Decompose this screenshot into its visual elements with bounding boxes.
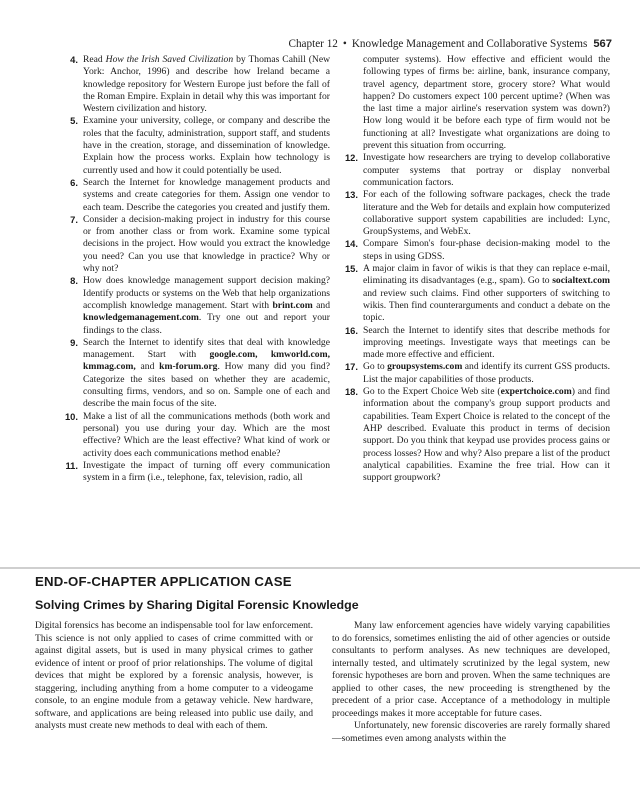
question-text [363, 152, 610, 188]
text-run: Search the Internet to identify sites that describe methods for improving meetings. Investigate ways that meetings can be made more effective and efficient. [363, 324, 610, 361]
question-number: 12. [344, 152, 358, 164]
question-number: 10. [64, 410, 78, 422]
website-reference: km-forum.org [159, 361, 218, 373]
question-text [363, 361, 610, 384]
question-item [60, 460, 330, 485]
page-number: 567 [593, 38, 612, 50]
question-number: 6. [70, 176, 78, 188]
question-item [60, 275, 330, 336]
question-text [363, 325, 610, 361]
case-paragraph: Digital forensics has become an indispensable tool for law enforcement. This science is not only applied to cases of crime committed with or against digital assets, but is used in many physical crimes to gather evidence of intent or proof of prior relationships. The volume of digital devices that might be explored by a forensic analysis, however, is staggering, including anything from a home computer to a videogame console, to an engine module from a getaway vehicle. New hardware, software, and applications are being released into public use daily, and analysts must create new methods to deal with each of them. [35, 620, 313, 731]
text-run: For each of the following software packages, check the trade literature and the Web for details and explain how computerized collaborative support system capabilities are included: Lync, GroupSystems, and WebEx. [363, 189, 610, 238]
question-item [340, 238, 610, 263]
case-heading: END-OF-CHAPTER APPLICATION CASE [35, 574, 292, 589]
section-divider [0, 567, 640, 569]
text-run: and [312, 299, 330, 311]
text-run: and [135, 361, 160, 373]
text-run: Go to the Expert Choice Web site ( [363, 386, 501, 398]
question-number: 7. [70, 213, 78, 225]
case-right-column [332, 620, 610, 745]
question-number: 13. [344, 189, 358, 201]
book-title: How the Irish Saved Civilization [105, 54, 234, 65]
question-text [83, 337, 330, 409]
case-left-column [35, 620, 313, 745]
question-text [363, 238, 610, 261]
question-number: 16. [344, 324, 358, 336]
case-body [35, 620, 610, 745]
questions-right-column [340, 54, 610, 484]
question-text [83, 460, 330, 483]
question-number: 9. [70, 336, 78, 348]
page-header [288, 38, 612, 50]
question-11-continuation: computer systems). How effective and efficient would the following types of firms be: airline, bank, insurance company, travel agency, department store, grocery store? What would happen? Do customers expect 100 percent uptime? (When was the last time a major airline's reservation system was down?) How long would it be before each type of firm would not be functioning at all? Investigate what organizations are doing to prevent this situation from occurring. [363, 54, 610, 152]
question-item [340, 361, 610, 386]
text-run: Read [83, 54, 106, 65]
question-number: 14. [344, 238, 358, 250]
text-run: A major claim in favor of wikis is that they can replace e-mail, eliminating its disadvantages (e.g., spam). Go to [363, 263, 610, 287]
question-item [60, 214, 330, 275]
question-item [60, 177, 330, 214]
question-text [83, 54, 330, 114]
question-text [363, 189, 610, 237]
question-text [83, 115, 330, 175]
chapter-label: Chapter 12 [288, 38, 338, 50]
question-item [340, 386, 610, 484]
website-reference: brint.com [272, 299, 313, 311]
text-run: ) and find information about the company's group support products and capabilities. Team Expert Choice is related to the concept of the AHP described. Evaluate this product in terms of decision support. Do you think that keypad use provides process gains or process losses? How and why? Also prepare a list of the product analytical capabilities. Examine the free trial. How can it support groupwork? [363, 386, 610, 484]
text-run: Make a list of all the communications methods (both work and personal) you use during your day. Which are the most effective? Which are the least effective? What kind of work or activity does each communications method enable? [83, 410, 330, 459]
question-item [340, 189, 610, 238]
question-text [83, 411, 330, 459]
text-run: Examine your university, college, or company and describe the roles that the faculty, administration, support staff, and students have in the creation, storage, and dissemination of knowledge. Explain how the process works. Explain how technology is currently used and how it could potentially be used. [83, 115, 330, 176]
text-run: and review such claims. Find other supporters of switching to wikis. Then find counterarguments and conduct a debate on the topic. [363, 287, 610, 324]
text-run: Compare Simon's four-phase decision-making model to the steps in using GDSS. [363, 238, 610, 262]
question-text [83, 177, 330, 213]
question-text [363, 386, 610, 483]
question-text [363, 263, 610, 323]
text-run: Search the Internet to identify sites that deal with knowledge management. Start with [83, 336, 330, 361]
question-item [60, 115, 330, 176]
question-text [83, 275, 330, 335]
question-item [60, 411, 330, 460]
website-reference: socialtext.com [552, 275, 610, 287]
text-run: . Try one out and report your findings to the class. [83, 312, 330, 336]
question-number: 11. [65, 459, 78, 471]
text-run: by Thomas Cahill (New York: Anchor, 1996) and describe how Ireland became a knowledge repository for Western Europe just before the fall of the Roman Empire. Explain in detail why this was important for Western civilization and history. [83, 54, 331, 115]
case-title: Solving Crimes by Sharing Digital Forensic Knowledge [35, 598, 359, 612]
website-reference: kmmag.com, [83, 361, 136, 373]
question-number: 4. [70, 54, 78, 65]
chapter-title: Knowledge Management and Collaborative Systems [351, 38, 588, 50]
case-paragraph: Many law enforcement agencies have widely varying capabilities to do forensics, sometimes enlisting the aid of other agencies or outside consultants to perform analyses. As new techniques are developed, internally tested, and ultimately scrutinized by the legal system, new forensic hypotheses are born and proven. When the same techniques are applied to other cases, the new proceeding is strengthened by the precedent of a prior case. Acceptance of a methodology in multiple proceedings makes it more acceptable for future cases. [332, 620, 610, 719]
website-reference: kmworld.com, [270, 349, 330, 361]
text-run: Investigate how researchers are trying to develop collaborative computer systems that portray or display nonverbal communication factors. [363, 152, 610, 188]
text-run: How does knowledge management support decision making? Identify products or systems on the Web that help organizations accomplish knowledge management. Start with [83, 275, 330, 311]
text-run: Go to [363, 361, 388, 373]
website-reference: groupsystems.com [387, 361, 463, 373]
text-run: Consider a decision-making project in industry for this course or from another class or from work. Examine some typical decisions in the project. How would you extract the knowledge you need? Can you use that knowledge in practice? Why or why not? [83, 213, 330, 275]
question-number: 5. [70, 115, 78, 127]
question-number: 18. [344, 386, 358, 398]
text-run: Investigate the impact of turning off every communication system in a firm (i.e., telephone, fax, television, radio, all [83, 459, 330, 484]
header-separator: • [342, 38, 347, 50]
question-item [60, 54, 330, 115]
website-reference: google.com, [209, 349, 258, 361]
website-reference: expertchoice.com [500, 386, 572, 398]
question-text [83, 214, 330, 274]
questions-left-column [60, 54, 330, 484]
question-number: 8. [70, 275, 78, 287]
question-item [340, 152, 610, 189]
text-run: and identify its current GSS products. List the major capabilities of those products. [363, 361, 610, 385]
text-run: . How many did you find? Categorize the sites based on whether they are academic, consulting firms, vendors, and so on. Sample one of each and describe the main focus of the site. [83, 361, 330, 410]
text-run [258, 349, 271, 360]
questions-section [60, 54, 610, 484]
question-number: 15. [344, 263, 358, 275]
question-number: 17. [344, 361, 358, 373]
question-item [60, 337, 330, 411]
website-reference: knowledgemanagement.com [83, 312, 199, 324]
text-run: Search the Internet for knowledge management products and systems and create categories for them. Assign one vendor to each team. Describe the categories you created and justify them. [83, 176, 330, 213]
question-item [340, 325, 610, 362]
case-paragraph: Unfortunately, new forensic discoveries are rarely formally shared—sometimes even among analysts within the [332, 720, 610, 744]
question-item [340, 263, 610, 324]
question-continuation [340, 54, 610, 152]
